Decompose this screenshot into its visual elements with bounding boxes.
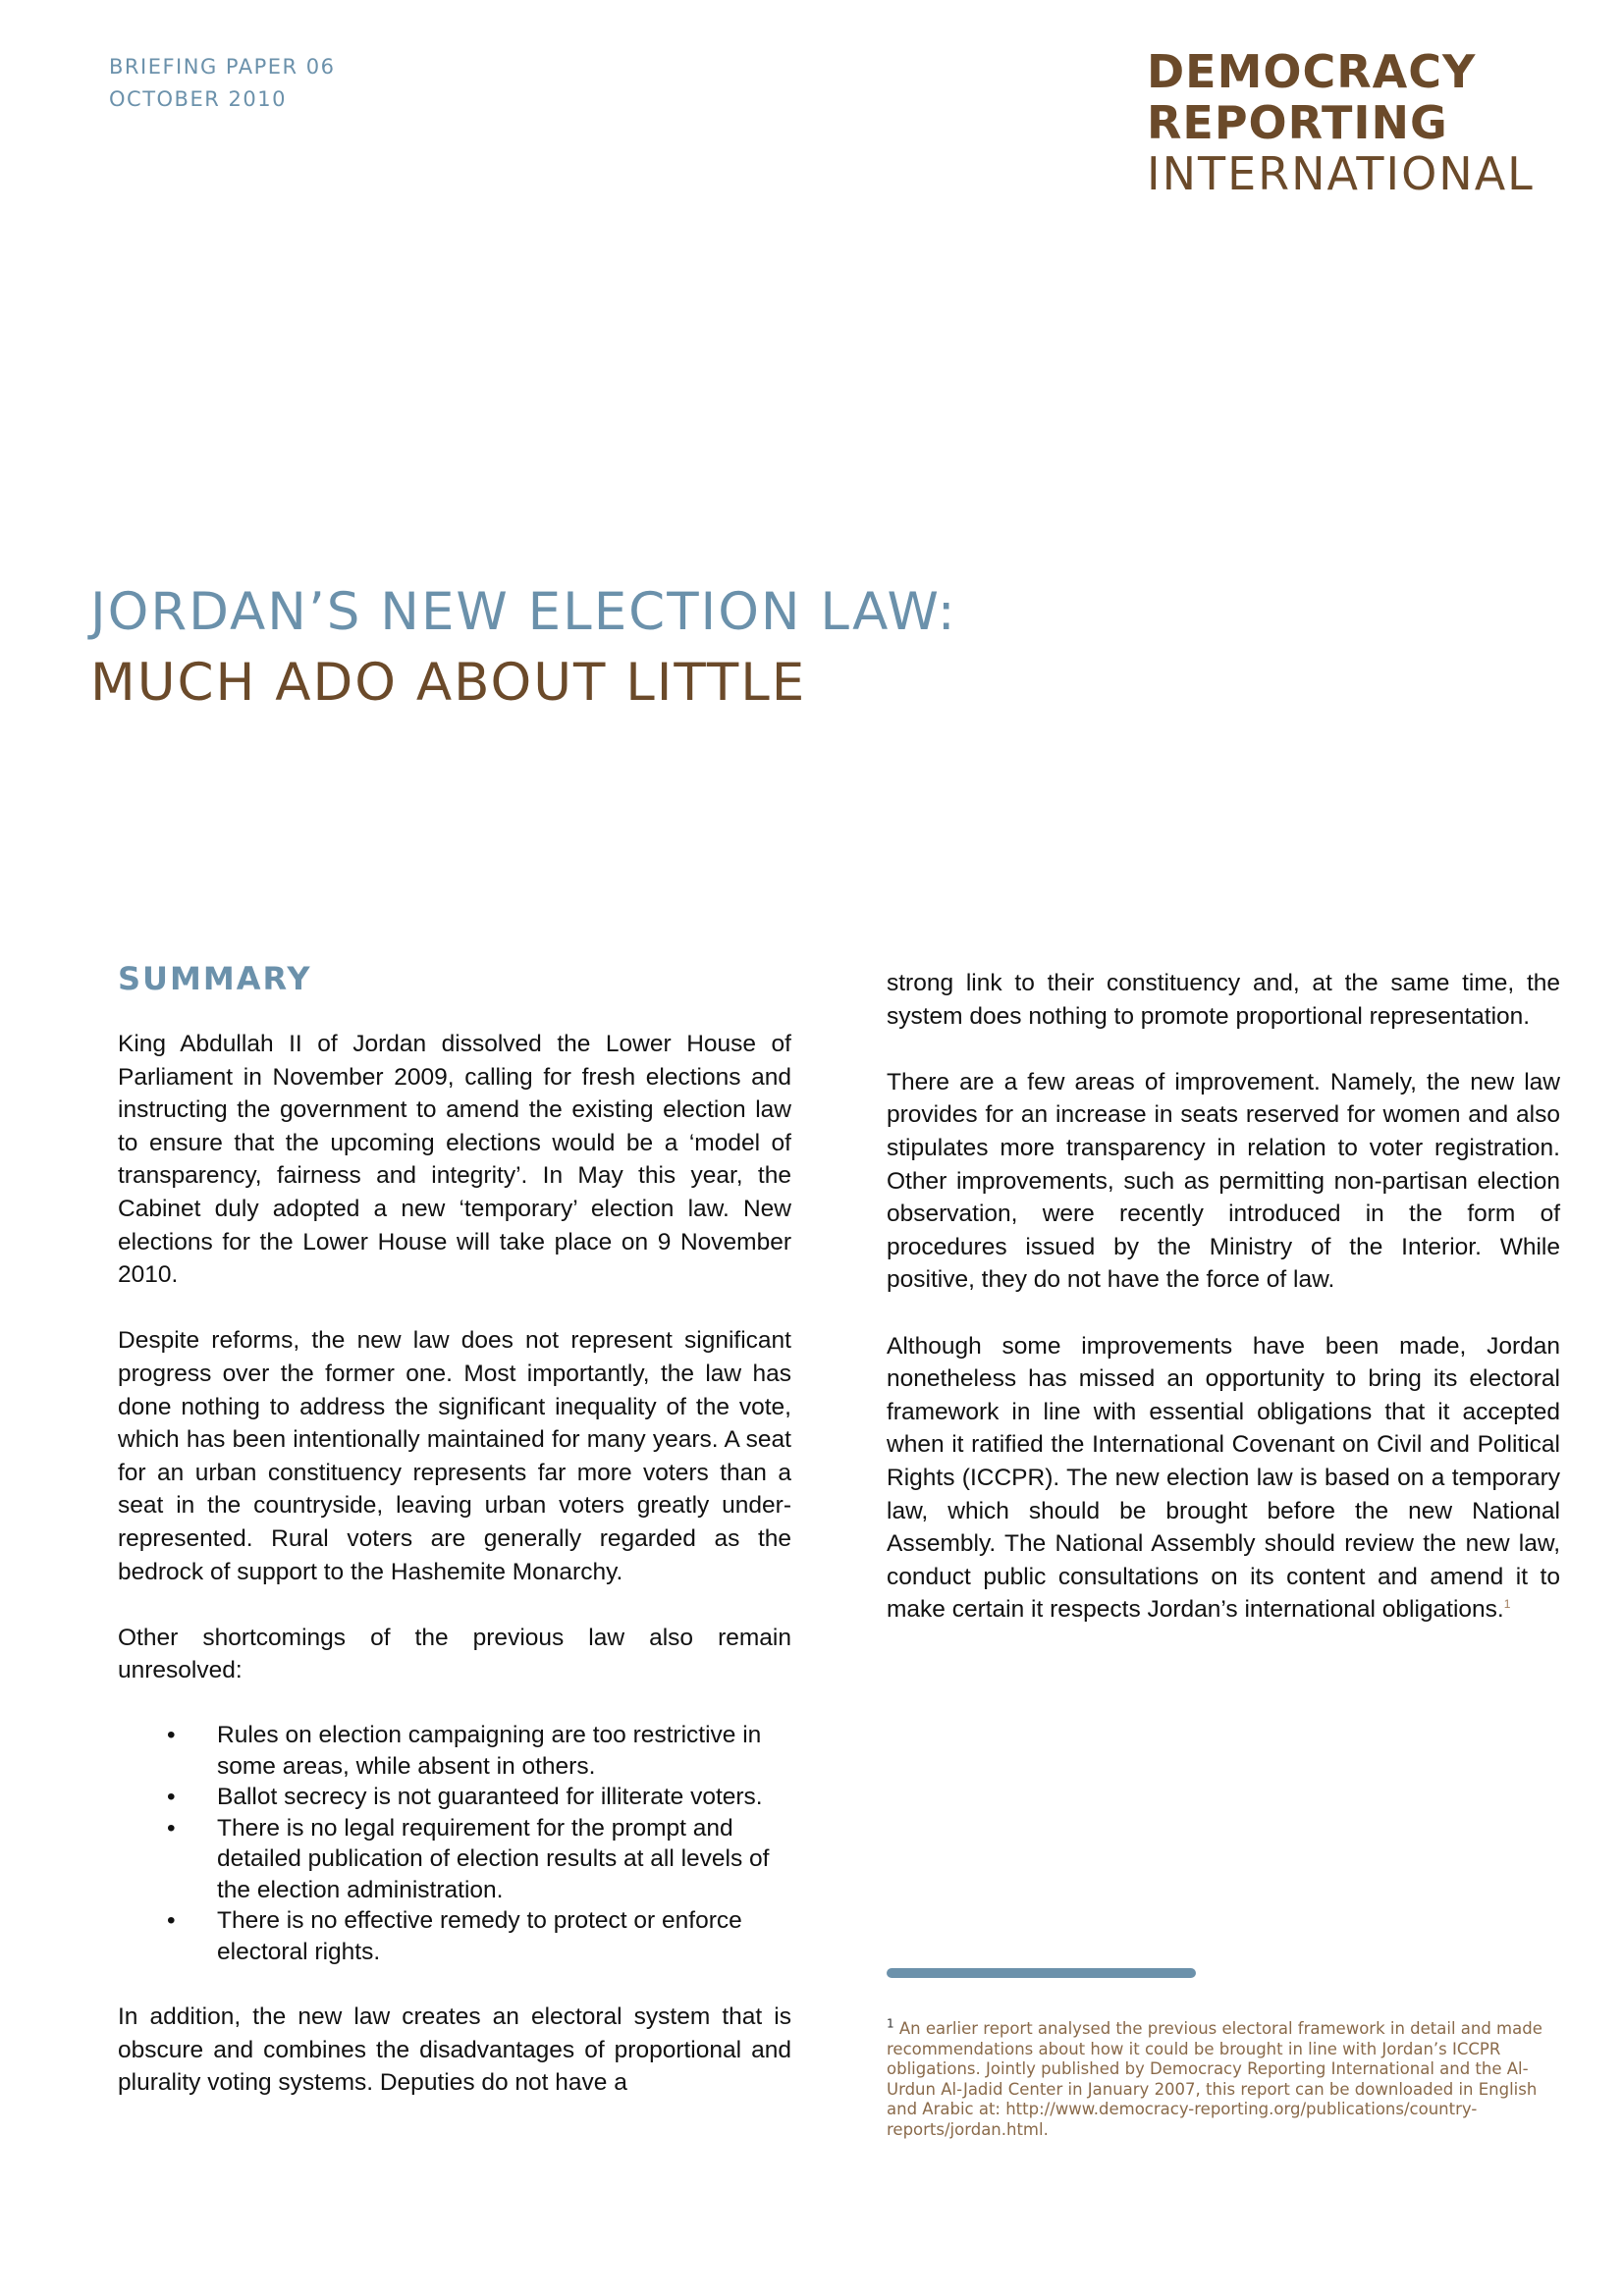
summary-heading: SUMMARY [118, 960, 312, 997]
footnote-reference[interactable]: 1 [1503, 1597, 1511, 1612]
summary-paragraph-6: There are a few areas of improvement. Namely, the new law provides for an increase in seats reserved for women and also stipulates more transparency in relation to voter registration. Other improvements, such as permitting non-partisan election observation, were recently introduced in the form of procedures issued by the Ministry of the Interior. While positive, they do not have the force of law. [887, 1068, 1560, 1294]
footnote-text: An earlier report analysed the previous electoral framework in detail and made recommendations about how it could be brought in line with Jordan’s ICCPR obligations. Jointly published by Democracy Reporting International and the Al-Urdun Al-Jadid Center in January 2007, this report can be downloaded in English and Arabic at: http://www.democracy-reporting.org/publications/country-reports/jordan.html. [887, 2019, 1542, 2139]
bullet-icon: • [167, 1907, 176, 1935]
paragraph-7-text: Although some improvements have been made, Jordan nonetheless has missed an opportunity to bring its electoral framework in line with essential obligations that it accepted when it ratified the International Covenant on Civil and Political Rights (ICCPR). The new election law is based on a temporary law, which should be brought before the new National Assembly. The National Assembly should review the new law, conduct public consultations on its content and amend it to make certain it respects Jordan’s international obligations. [887, 1332, 1560, 1624]
logo-line-1: DEMOCRACY [1147, 45, 1477, 98]
list-item-text: There is no legal requirement for the prompt and detailed publication of election results at all levels of the election administration. [217, 1814, 770, 1903]
document-meta [109, 51, 336, 116]
logo-line-3: INTERNATIONAL [1147, 147, 1535, 200]
page-title [90, 577, 957, 719]
list-item-text: There is no effective remedy to protect or enforce electoral rights. [217, 1907, 742, 1965]
list-item [118, 1905, 796, 1967]
title-line-1: JORDAN’S NEW ELECTION LAW: [90, 582, 957, 642]
bullet-icon: • [167, 1784, 176, 1811]
bullet-icon: • [167, 1722, 176, 1749]
series-label: BRIEFING PAPER 06 [109, 55, 336, 79]
summary-paragraph-3: Other shortcomings of the previous law also remain unresolved: [118, 1624, 791, 1684]
bullet-icon: • [167, 1814, 176, 1842]
summary-paragraph-4: In addition, the new law creates an electoral system that is obscure and combines the disadvantages of proportional and plurality voting systems. Deputies do not have a [118, 2003, 791, 2097]
summary-paragraph-7 [887, 1330, 1560, 1627]
left-column [118, 957, 791, 2132]
list-item [118, 1720, 796, 1782]
organization-logo [1147, 46, 1535, 199]
footnote-divider [887, 1968, 1196, 1978]
right-column [887, 967, 1560, 1659]
logo-line-2: REPORTING [1147, 96, 1448, 149]
summary-paragraph-2: Despite reforms, the new law does not represent significant progress over the former one. Most importantly, the law has done nothing to address the significant inequality of the vote, which has been intentionally maintained for many years. A seat for an urban constituency represents far more voters than a seat in the countryside, leaving urban voters greatly under-represented. Rural voters are generally regarded as the bedrock of support to the Hashemite Monarchy. [118, 1327, 791, 1585]
list-item [118, 1813, 796, 1906]
list-item [118, 1782, 796, 1813]
summary-paragraph-1: King Abdullah II of Jordan dissolved the Lower House of Parliament in November 2009, calling for fresh elections and instructing the government to amend the existing election law to ensure that the upcoming elections would be a ‘model of transparency, fairness and integrity’. In May this year, the Cabinet duly adopted a new ‘temporary’ election law. New elections for the Lower House will take place on 9 November 2010. [118, 1031, 791, 1289]
list-item-text: Rules on election campaigning are too restrictive in some areas, while absent in others. [217, 1722, 762, 1780]
footnote-number: 1 [887, 2016, 894, 2031]
date-label: OCTOBER 2010 [109, 87, 287, 111]
title-line-2: MUCH ADO ABOUT LITTLE [90, 653, 807, 713]
footnote [887, 2016, 1554, 2140]
list-item-text: Ballot secrecy is not guaranteed for illiterate voters. [217, 1784, 763, 1811]
summary-paragraph-5: strong link to their constituency and, at the same time, the system does nothing to promote proportional representation. [887, 970, 1560, 1030]
shortcomings-list [118, 1720, 791, 1967]
